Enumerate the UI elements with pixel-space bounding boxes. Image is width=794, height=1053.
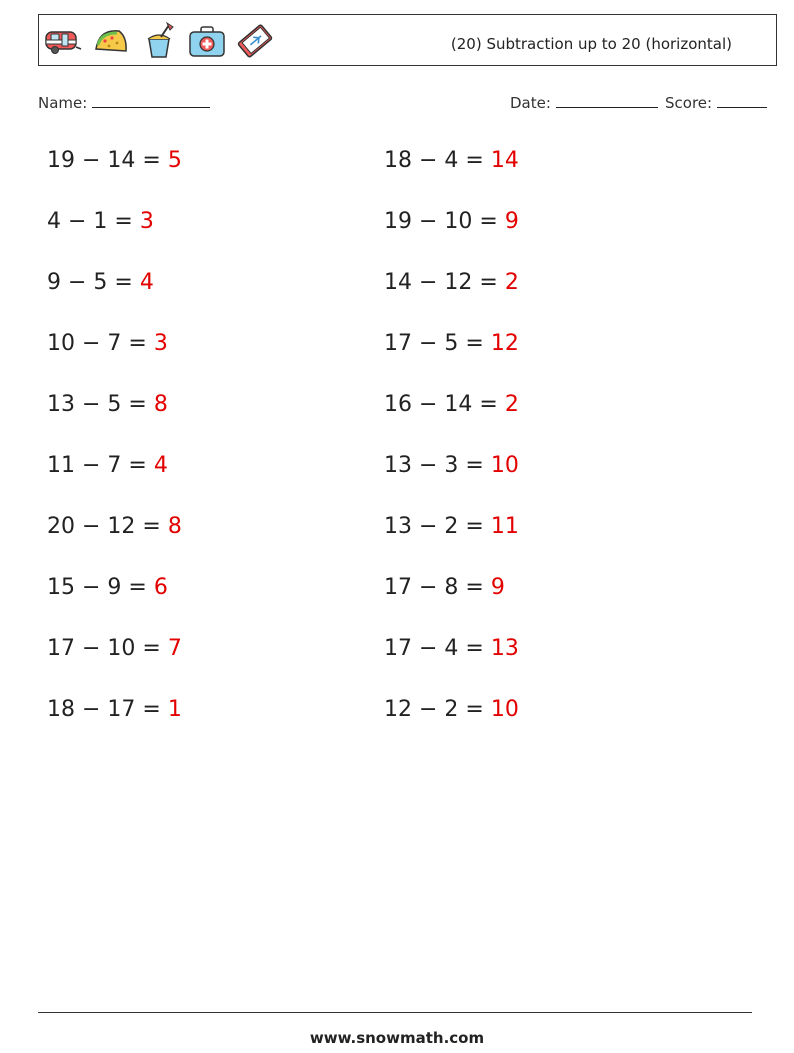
camper-trailer-icon [43, 21, 83, 61]
sand-bucket-icon [139, 21, 179, 61]
problem-item [384, 209, 519, 234]
problem-item [384, 697, 519, 722]
problem-item [384, 575, 505, 600]
problem-answer: 4 [153, 453, 168, 478]
problem-answer: 10 [490, 453, 519, 478]
problem-item [384, 514, 519, 539]
problem-expression: 20 − 12 = [47, 514, 161, 539]
name-label: Name: [38, 94, 88, 112]
problem-expression: 17 − 8 = [384, 575, 484, 600]
score-label: Score: [665, 94, 713, 112]
problem-item [47, 453, 168, 478]
problem-answer: 1 [167, 697, 182, 722]
problem-expression: 10 − 7 = [47, 331, 147, 356]
problem-expression: 15 − 9 = [47, 575, 147, 600]
problem-answer: 4 [139, 270, 154, 295]
problem-answer: 6 [153, 575, 168, 600]
problem-answer: 10 [490, 697, 519, 722]
problem-answer: 7 [167, 636, 182, 661]
header-icons [43, 21, 275, 61]
problem-expression: 14 − 12 = [384, 270, 498, 295]
problem-expression: 19 − 14 = [47, 148, 161, 173]
problem-item [384, 392, 519, 417]
problem-answer: 8 [153, 392, 168, 417]
problem-item [47, 148, 182, 173]
footer-divider [38, 1012, 752, 1013]
problem-answer: 3 [139, 209, 154, 234]
problem-answer: 3 [153, 331, 168, 356]
problem-answer: 8 [167, 514, 182, 539]
problem-expression: 16 − 14 = [384, 392, 498, 417]
problem-expression: 12 − 2 = [384, 697, 484, 722]
date-field [510, 93, 658, 112]
problem-item [47, 636, 182, 661]
date-blank [556, 93, 658, 108]
problem-answer: 9 [490, 575, 505, 600]
problem-expression: 13 − 2 = [384, 514, 484, 539]
taco-icon [91, 21, 131, 61]
problem-expression: 17 − 4 = [384, 636, 484, 661]
first-aid-kit-icon [187, 21, 227, 61]
problem-expression: 18 − 17 = [47, 697, 161, 722]
problem-item [47, 575, 168, 600]
problem-answer: 2 [504, 270, 519, 295]
problem-item [384, 148, 519, 173]
problem-answer: 13 [490, 636, 519, 661]
footer-site: www.snowmath.com [309, 1029, 485, 1047]
problem-expression: 13 − 5 = [47, 392, 147, 417]
problem-expression: 18 − 4 = [384, 148, 484, 173]
problem-expression: 4 − 1 = [47, 209, 133, 234]
problem-expression: 9 − 5 = [47, 270, 133, 295]
score-blank [717, 93, 767, 108]
problem-item [47, 392, 168, 417]
worksheet-header [38, 14, 777, 66]
worksheet-title: (20) Subtraction up to 20 (horizontal) [450, 35, 732, 53]
problem-item [384, 270, 519, 295]
problem-item [47, 514, 182, 539]
plane-ticket-icon [235, 21, 275, 61]
problem-item [47, 270, 154, 295]
problem-item [384, 636, 519, 661]
problem-answer: 14 [490, 148, 519, 173]
problem-item [47, 331, 168, 356]
problem-answer: 9 [504, 209, 519, 234]
problem-item [384, 331, 519, 356]
problem-answer: 5 [167, 148, 182, 173]
problem-expression: 11 − 7 = [47, 453, 147, 478]
problem-answer: 11 [490, 514, 519, 539]
problem-answer: 2 [504, 392, 519, 417]
problem-item [47, 697, 182, 722]
date-label: Date: [510, 94, 551, 112]
name-blank [92, 93, 210, 108]
problem-expression: 17 − 5 = [384, 331, 484, 356]
problem-expression: 13 − 3 = [384, 453, 484, 478]
problem-expression: 17 − 10 = [47, 636, 161, 661]
problem-expression: 19 − 10 = [384, 209, 498, 234]
problem-item [47, 209, 154, 234]
score-field [665, 93, 767, 112]
name-field [38, 93, 210, 112]
problem-item [384, 453, 519, 478]
problem-answer: 12 [490, 331, 519, 356]
